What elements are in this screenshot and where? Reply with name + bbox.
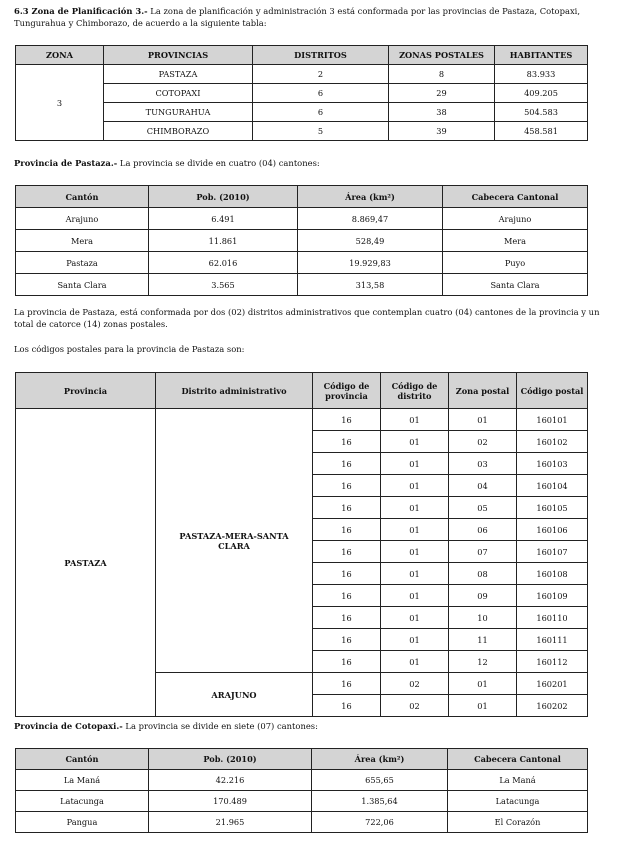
zone-number-cell: 3 — [16, 65, 104, 141]
table-cell: 655,65 — [312, 770, 448, 791]
table-row — [16, 208, 588, 230]
zone-table-header-row — [16, 46, 588, 65]
table-cell: 01 — [381, 541, 449, 563]
table-cell: TUNGURAHUA — [104, 103, 253, 122]
col-poblacion: Pob. (2010) — [149, 186, 298, 208]
table-cell: 02 — [381, 673, 449, 695]
pastaza-intro-paragraph — [14, 157, 626, 169]
table-cell: 83.933 — [495, 65, 588, 84]
table-cell: 722,06 — [312, 812, 448, 833]
codes-intro: Los códigos postales para la provincia de Pastaza son: — [14, 344, 245, 354]
table-cell: CHIMBORAZO — [104, 122, 253, 141]
table-cell: 16 — [313, 673, 381, 695]
table-cell: 160101 — [517, 409, 588, 431]
zone-col-distritos: DISTRITOS — [253, 46, 389, 65]
table-cell: 02 — [381, 695, 449, 717]
pastaza-cantons-header-row — [16, 186, 588, 208]
table-cell: 01 — [381, 607, 449, 629]
district-2-cell: ARAJUNO — [156, 673, 313, 717]
table-cell: 39 — [389, 122, 495, 141]
table-cell: 08 — [449, 563, 517, 585]
table-cell: 16 — [313, 585, 381, 607]
table-cell: 160103 — [517, 453, 588, 475]
zone-table — [15, 45, 588, 141]
zone-col-zonas-postales: ZONAS POSTALES — [389, 46, 495, 65]
table-cell: 3.565 — [149, 274, 298, 296]
col-codigo-postal: Código postal — [517, 373, 588, 409]
col-codigo-distrito: Código de distrito — [381, 373, 449, 409]
table-cell: 06 — [449, 519, 517, 541]
table-cell: La Maná — [16, 770, 149, 791]
col-codigo-provincia: Código de provincia — [313, 373, 381, 409]
pastaza-heading: Provincia de Pastaza.- — [14, 158, 118, 168]
table-cell: 504.583 — [495, 103, 588, 122]
table-cell: Mera — [16, 230, 149, 252]
table-cell: 160102 — [517, 431, 588, 453]
col-area: Área (km²) — [298, 186, 443, 208]
table-cell: 160201 — [517, 673, 588, 695]
pastaza-intro-text: La provincia se divide en cuatro (04) cantones: — [119, 158, 320, 168]
table-cell: Pangua — [16, 812, 149, 833]
col-canton: Cantón — [16, 186, 149, 208]
col-poblacion: Pob. (2010) — [149, 749, 312, 770]
table-cell: 16 — [313, 651, 381, 673]
table-cell: PASTAZA — [104, 65, 253, 84]
table-cell: 10 — [449, 607, 517, 629]
table-cell: 11.861 — [149, 230, 298, 252]
table-cell: 8 — [389, 65, 495, 84]
col-zona-postal: Zona postal — [449, 373, 517, 409]
table-cell: 160106 — [517, 519, 588, 541]
table-cell: 528,49 — [298, 230, 443, 252]
table-cell: 16 — [313, 497, 381, 519]
table-cell: 01 — [381, 519, 449, 541]
table-cell: 16 — [313, 563, 381, 585]
table-cell: 01 — [381, 585, 449, 607]
table-row — [16, 791, 588, 812]
cotopaxi-cantons-header-row — [16, 749, 588, 770]
table-cell: 16 — [313, 519, 381, 541]
table-cell: Santa Clara — [16, 274, 149, 296]
table-cell: 170.489 — [149, 791, 312, 812]
cotopaxi-heading: Provincia de Cotopaxi.- — [14, 721, 123, 731]
table-cell: 01 — [381, 563, 449, 585]
table-cell: 160111 — [517, 629, 588, 651]
table-cell: 19.929,83 — [298, 252, 443, 274]
table-cell: 01 — [449, 673, 517, 695]
table-cell: 01 — [381, 651, 449, 673]
table-cell: Latacunga — [16, 791, 149, 812]
table-row — [16, 65, 588, 84]
table-cell: Santa Clara — [443, 274, 588, 296]
table-cell: 160104 — [517, 475, 588, 497]
table-cell: Puyo — [443, 252, 588, 274]
table-cell: 11 — [449, 629, 517, 651]
table-cell: 16 — [313, 409, 381, 431]
cotopaxi-intro-text: La provincia se divide en siete (07) cantones: — [125, 721, 318, 731]
cotopaxi-intro-paragraph — [14, 720, 626, 732]
table-cell: 313,58 — [298, 274, 443, 296]
table-cell: 01 — [381, 475, 449, 497]
col-cabecera: Cabecera Cantonal — [443, 186, 588, 208]
table-cell: 05 — [449, 497, 517, 519]
table-cell: 01 — [381, 629, 449, 651]
zone-col-zona: ZONA — [16, 46, 104, 65]
table-cell: 04 — [449, 475, 517, 497]
table-cell: 12 — [449, 651, 517, 673]
table-cell: Latacunga — [448, 791, 588, 812]
table-cell: 160105 — [517, 497, 588, 519]
table-cell: 21.965 — [149, 812, 312, 833]
table-cell: 160109 — [517, 585, 588, 607]
table-cell: 16 — [313, 629, 381, 651]
table-cell: 160202 — [517, 695, 588, 717]
table-cell: 6 — [253, 103, 389, 122]
col-provincia: Provincia — [16, 373, 156, 409]
table-cell: 16 — [313, 431, 381, 453]
zone-col-habitantes: HABITANTES — [495, 46, 588, 65]
table-cell: 2 — [253, 65, 389, 84]
table-cell: 02 — [449, 431, 517, 453]
postal-codes-table — [15, 372, 588, 717]
table-row — [16, 274, 588, 296]
table-cell: COTOPAXI — [104, 84, 253, 103]
table-row — [16, 230, 588, 252]
table-row — [16, 252, 588, 274]
table-cell: 8.869,47 — [298, 208, 443, 230]
table-cell: 16 — [313, 475, 381, 497]
table-cell: 01 — [381, 431, 449, 453]
zone-col-provincias: PROVINCIAS — [104, 46, 253, 65]
intro-paragraph — [14, 5, 626, 29]
table-cell: 01 — [449, 409, 517, 431]
table-row — [16, 770, 588, 791]
table-cell: La Maná — [448, 770, 588, 791]
postal-header-row — [16, 373, 588, 409]
table-row — [16, 812, 588, 833]
table-cell: Arajuno — [16, 208, 149, 230]
pastaza-description: La provincia de Pastaza, está conformada por dos (02) distritos administrativos que contemplan cuatro (04) cantones de la provincia y un total de catorce (14) zonas postales. — [14, 307, 600, 329]
table-cell: Pastaza — [16, 252, 149, 274]
table-cell: 5 — [253, 122, 389, 141]
table-cell: El Corazón — [448, 812, 588, 833]
district-1-cell: PASTAZA-MERA-SANTA CLARA — [156, 409, 313, 673]
table-cell: 07 — [449, 541, 517, 563]
table-cell: 160107 — [517, 541, 588, 563]
table-cell: 01 — [381, 497, 449, 519]
cotopaxi-cantons-table — [15, 748, 588, 833]
table-row — [16, 409, 588, 431]
table-cell: 16 — [313, 695, 381, 717]
table-cell: 42.216 — [149, 770, 312, 791]
table-cell: 160112 — [517, 651, 588, 673]
table-cell: 62.016 — [149, 252, 298, 274]
table-cell: 01 — [381, 409, 449, 431]
col-area: Área (km²) — [312, 749, 448, 770]
intro-text: La zona de planificación y administración 3 está conformada por las provincias de Pastaza, Cotopaxi, Tungurahua y Chimborazo, de acuerdo a la siguiente tabla: — [14, 6, 581, 28]
table-cell: 409.205 — [495, 84, 588, 103]
table-cell: 03 — [449, 453, 517, 475]
table-cell: 6 — [253, 84, 389, 103]
table-cell: 458.581 — [495, 122, 588, 141]
table-cell: Mera — [443, 230, 588, 252]
table-cell: 16 — [313, 453, 381, 475]
table-cell: 38 — [389, 103, 495, 122]
col-distrito: Distrito administrativo — [156, 373, 313, 409]
table-cell: 1.385,64 — [312, 791, 448, 812]
table-cell: 01 — [449, 695, 517, 717]
table-cell: 6.491 — [149, 208, 298, 230]
table-cell: 29 — [389, 84, 495, 103]
pastaza-cantons-table — [15, 185, 588, 296]
table-cell: Arajuno — [443, 208, 588, 230]
col-canton: Cantón — [16, 749, 149, 770]
intro-heading: 6.3 Zona de Planificación 3.- — [14, 6, 148, 16]
table-cell: 16 — [313, 607, 381, 629]
table-cell: 16 — [313, 541, 381, 563]
table-cell: 09 — [449, 585, 517, 607]
col-cabecera: Cabecera Cantonal — [448, 749, 588, 770]
table-cell: 160110 — [517, 607, 588, 629]
provincia-cell: PASTAZA — [16, 409, 156, 717]
table-cell: 01 — [381, 453, 449, 475]
table-cell: 160108 — [517, 563, 588, 585]
